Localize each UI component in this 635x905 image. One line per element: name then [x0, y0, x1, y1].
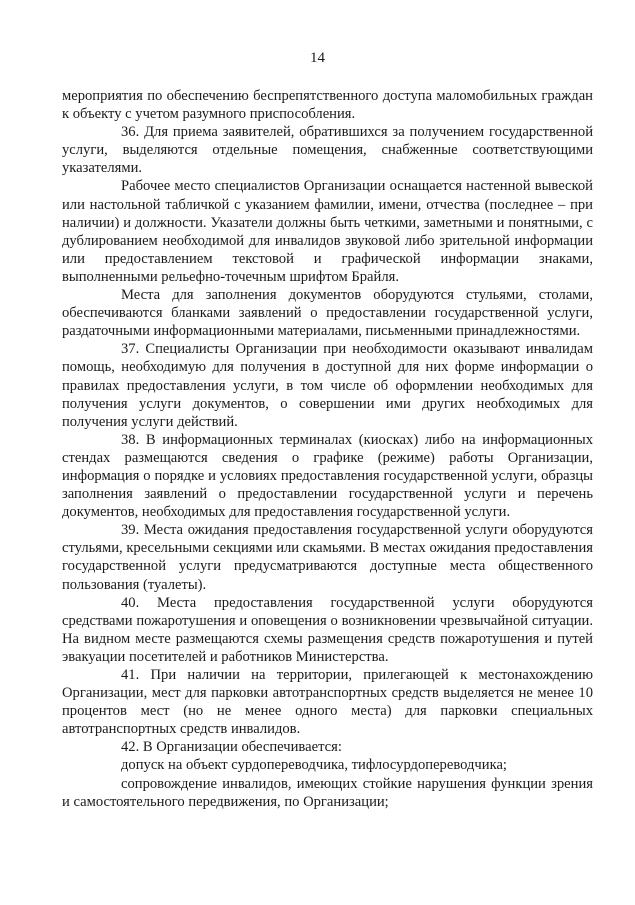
paragraph: 39. Места ожидания предоставления государственной услуги оборудуются стульями, кресельными секциями или скамьями. В местах ожидания предоставления государственной услуги предусматриваются доступные места общественного пользования (туалеты).	[62, 522, 593, 593]
paragraph: 36. Для приема заявителей, обратившихся за получением государственной услуги, выделяются отдельные помещения, снабженные соответствующими указателями.	[62, 124, 593, 177]
paragraph: мероприятия по обеспечению беспрепятственного доступа маломобильных граждан к объекту с учетом разумного приспособления.	[62, 88, 593, 123]
paragraph: 42. В Организации обеспечивается:	[121, 739, 342, 756]
paragraph: 37. Специалисты Организации при необходимости оказывают инвалидам помощь, необходимую для получения в доступной для них форме информации о правилах предоставления услуги, в том числе об оформлении необходимых для получения услуги документов, о совершении ими других необходимых для получения услуги действий.	[62, 341, 593, 430]
paragraph: 38. В информационных терминалах (киосках) либо на информационных стендах размещаются сведения о графике (режиме) работы Организации, информация о порядке и условиях предоставления государственной услуги, образцы заполнения заявлений о предоставлении государственной услуги и перечень документов, необходимых для предоставления государственной услуги.	[62, 431, 593, 521]
paragraph: сопровождение инвалидов, имеющих стойкие нарушения функции зрения и самостоятельного передвижения, по Организации;	[62, 775, 593, 810]
paragraph: 41. При наличии на территории, прилегающей к местонахождению Организации, мест для парковки автотранспортных средств выделяется не менее 10 процентов мест (но не менее одного места) для парковки специальных автотранспортных средств инвалидов.	[62, 667, 593, 738]
paragraph: Рабочее место специалистов Организации оснащается настенной вывеской или настольной табличкой с указанием фамилии, имени, отчества (последнее – при наличии) и должности. Указатели должны быть четкими, заметными и понятными, с дублированием необходимой для инвалидов звуковой либо зрительной информации или предоставлением текстовой и графической информации знаками, выполненными рельефно-точечным шрифтом Брайля.	[62, 178, 593, 285]
document-body	[62, 87, 593, 811]
paragraph: Места для заполнения документов оборудуются стульями, столами, обеспечиваются бланками заявлений о предоставлении государственной услуги, раздаточными информационными материалами, письменными принадлежностями.	[62, 287, 593, 340]
page-number: 14	[310, 50, 325, 66]
paragraph: 40. Места предоставления государственной услуги оборудуются средствами пожаротушения и оповещения о возникновении чрезвычайной ситуации. На видном месте размещаются схемы размещения средств пожаротушения и путей эвакуации посетителей и работников Министерства.	[62, 594, 593, 665]
paragraph: допуск на объект сурдопереводчика, тифлосурдопереводчика;	[121, 757, 507, 774]
